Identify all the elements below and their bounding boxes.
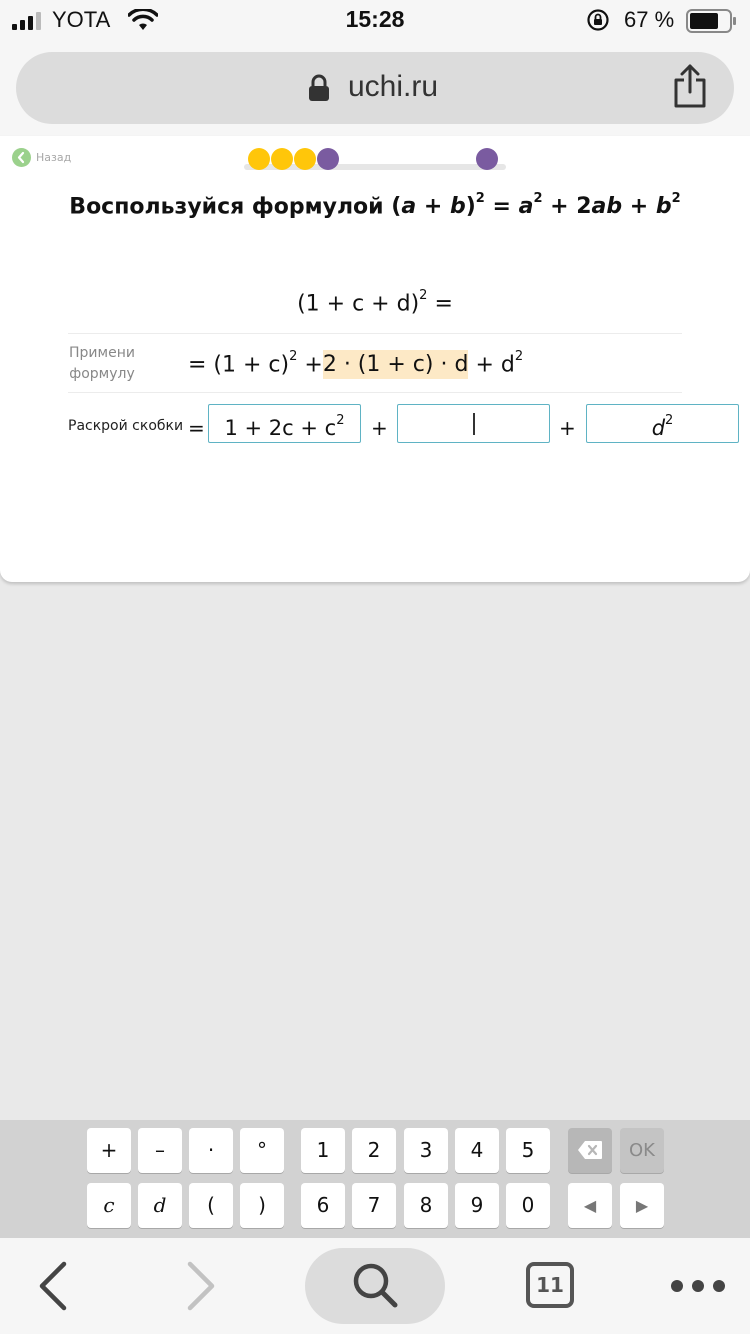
more-icon[interactable] [670, 1279, 726, 1293]
forward-arrow-icon[interactable] [186, 1261, 216, 1311]
key-9[interactable]: 9 [455, 1183, 499, 1228]
clock: 15:28 [345, 6, 405, 32]
progress-dot [271, 148, 293, 170]
back-chevron-icon [12, 148, 31, 167]
math-keyboard [0, 1120, 750, 1238]
key-plus[interactable]: + [87, 1128, 131, 1173]
browser-toolbar [0, 1238, 750, 1334]
search-button[interactable] [305, 1248, 445, 1324]
step2-label: Раскрой скобки [68, 418, 184, 434]
share-icon[interactable] [672, 64, 708, 108]
step1-label: Примени формулу [69, 345, 135, 382]
answer-box-2[interactable] [397, 404, 550, 443]
key-open-paren[interactable]: ( [189, 1183, 233, 1228]
battery-icon [686, 9, 738, 33]
exercise-card [0, 136, 750, 582]
key-8[interactable]: 8 [404, 1183, 448, 1228]
key-c[interactable]: c [87, 1183, 131, 1228]
key-2[interactable]: 2 [352, 1128, 396, 1173]
main-expression: $(1 + c + d)^2$ = [297, 288, 453, 317]
key-minus[interactable]: – [138, 1128, 182, 1173]
progress-dot [317, 148, 339, 170]
lock-icon [308, 74, 330, 102]
text-caret [473, 413, 475, 435]
progress-dot [294, 148, 316, 170]
back-label: Назад [36, 151, 72, 164]
title-formula: $(a + b)^2 = a^2 + 2ab + b^2$ [391, 191, 681, 220]
progress-dot [248, 148, 270, 170]
battery-percent: 67 % [624, 7, 675, 32]
title-text: Воспользуйся формулой [69, 194, 384, 220]
divider [68, 392, 682, 393]
step1-formula: = $(1 + c)^2 +2 \cdot (1 + c) \cdot d + d^2$ [188, 349, 524, 378]
plus-sign: + [371, 416, 388, 440]
url-text[interactable]: uchi.ru [348, 70, 439, 103]
backspace-icon [577, 1140, 603, 1160]
divider [68, 333, 682, 334]
cursor-right-key[interactable]: ▶ [620, 1183, 664, 1228]
key-close-paren[interactable]: ) [240, 1183, 284, 1228]
status-bar [0, 0, 750, 42]
key-dot[interactable]: · [189, 1128, 233, 1173]
browser-header [0, 42, 750, 136]
key-6[interactable]: 6 [301, 1183, 345, 1228]
address-bar[interactable] [16, 52, 734, 124]
key-0[interactable]: 0 [506, 1183, 550, 1228]
carrier-label: YOTA [52, 7, 111, 32]
ok-button[interactable]: OK [620, 1128, 664, 1173]
highlighted-term: 2 · (1 + c) · d [322, 352, 469, 378]
rotation-lock-icon [586, 8, 610, 32]
answer-box-1[interactable]: $1 + 2c + c^2$ [208, 404, 361, 443]
progress-dot [476, 148, 498, 170]
key-1[interactable]: 1 [301, 1128, 345, 1173]
back-arrow-icon[interactable] [38, 1261, 68, 1311]
task-title [0, 191, 750, 220]
backspace-key[interactable] [568, 1128, 612, 1173]
cursor-left-key[interactable]: ◀ [568, 1183, 612, 1228]
key-d[interactable]: d [138, 1183, 182, 1228]
step2-equals: = [188, 416, 205, 440]
search-icon [351, 1261, 399, 1309]
key-degree[interactable]: ° [240, 1128, 284, 1173]
key-5[interactable]: 5 [506, 1128, 550, 1173]
plus-sign: + [559, 416, 576, 440]
tabs-button[interactable]: 11 [526, 1262, 574, 1308]
key-7[interactable]: 7 [352, 1183, 396, 1228]
key-4[interactable]: 4 [455, 1128, 499, 1173]
answer-box-3[interactable]: $d^2$ [586, 404, 739, 443]
key-3[interactable]: 3 [404, 1128, 448, 1173]
